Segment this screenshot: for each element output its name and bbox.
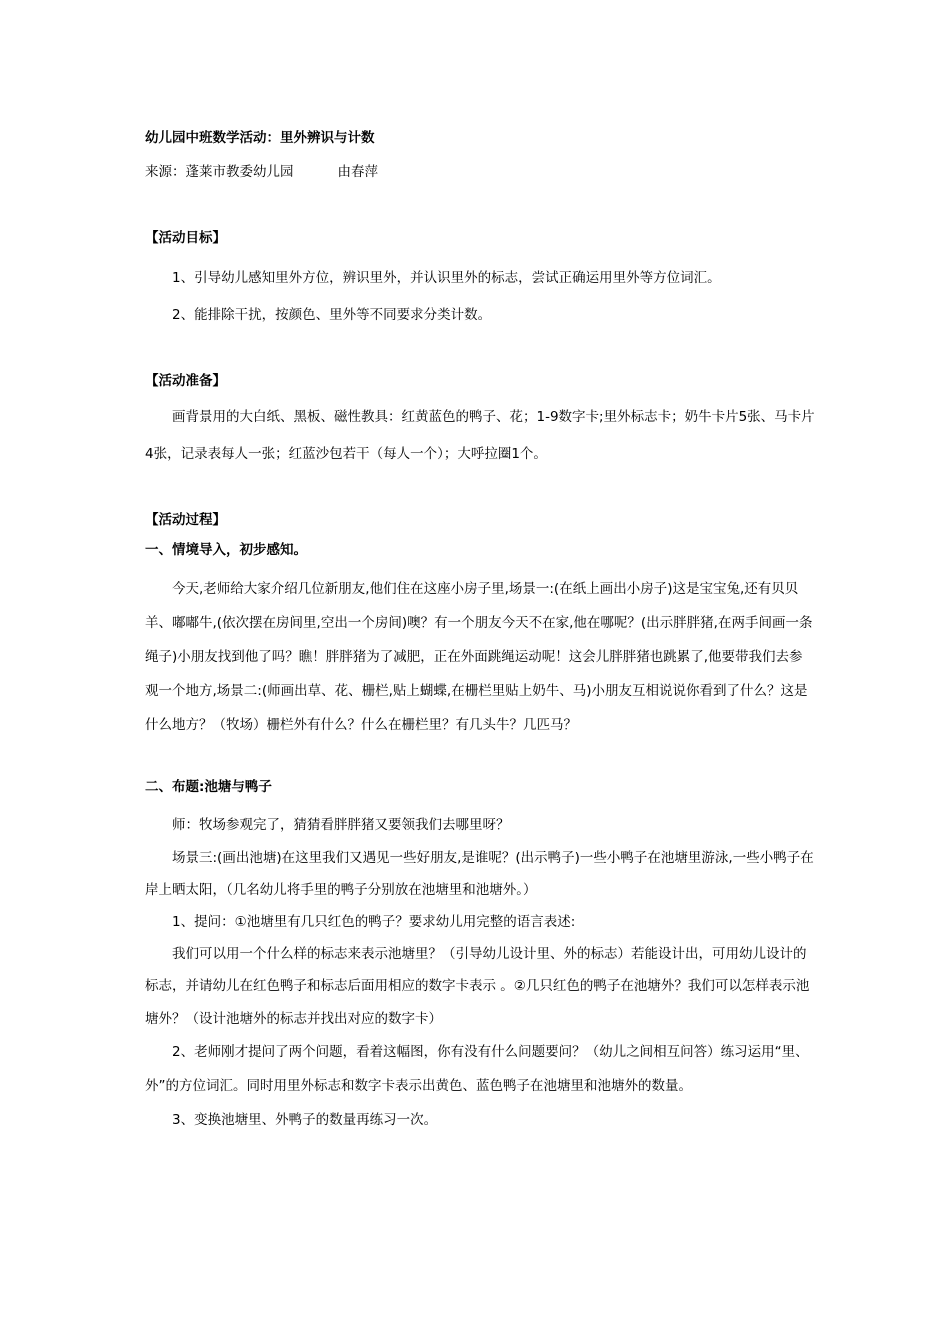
section1-text: 今天,老师给大家介绍几位新朋友,他们住在这座小房子里,场景一:(在纸上画出小房子)这是宝宝兔,还有贝贝羊、嘟嘟牛,(依次摆在房间里,空出一个房间)噢？有一个朋友今天不在家,他在哪呢？(出示胖胖猪,在两手间画一条绳子)小朋友找到他了吗？瞧！胖胖猪为了减肥，正在外面跳绳运动呢！这会儿胖胖猪也跳累了,他要带我们去参观一个地方,场景二:(师画出草、花、栅栏,贴上蝴蝶,在栅栏里贴上奶牛、马)小朋友互相说说你看到了什么？这是什么地方？（牧场）栅栏外有什么？什么在栅栏里？有几头牛？几匹马？ — [145, 581, 813, 733]
section2-paragraph: 2、老师刚才提问了两个问题，看着这幅图，你有没有什么问题要问？（幼儿之间相互问答）练习运用“里、外”的方位词汇。同时用里外标志和数字卡表示出黄色、蓝色鸭子在池塘里和池塘外的数量。 — [145, 1044, 809, 1094]
preparation-heading: 【活动准备】 — [145, 373, 226, 389]
section2-paragraph: 师：牧场参观完了，猜猜看胖胖猪又要领我们去哪里呀？ — [172, 817, 510, 833]
goal-item: 1、引导幼儿感知里外方位，辨识里外，并认识里外的标志，尝试正确运用里外等方位词汇。 — [172, 270, 721, 286]
goal-item: 2、能排除干扰，按颜色、里外等不同要求分类计数。 — [172, 306, 492, 323]
source-line — [145, 162, 815, 182]
section2-paragraph: 1、提问：①池塘里有几只红色的鸭子？要求幼儿用完整的语言表述: — [172, 913, 576, 930]
author-name: 由春萍 — [337, 164, 378, 180]
section1-title: 一、情境导入，初步感知。 — [145, 542, 307, 558]
goals-heading: 【活动目标】 — [145, 230, 226, 246]
document-title: 幼儿园中班数学活动：里外辨识与计数 — [145, 130, 375, 146]
section2-paragraph: 3、变换池塘里、外鸭子的数量再练习一次。 — [172, 1112, 438, 1128]
document-body — [145, 128, 815, 1137]
section2-title: 二、布题:池塘与鸭子 — [145, 779, 272, 795]
source-label: 来源：蓬莱市教委幼儿园 — [145, 164, 294, 180]
section2-paragraph: 场景三:(画出池塘)在这里我们又遇见一些好朋友,是谁呢？(出示鸭子)一些小鸭子在池塘里游泳,一些小鸭子在岸上晒太阳，（几名幼儿将手里的鸭子分别放在池塘里和池塘外。） — [145, 849, 814, 898]
preparation-text: 画背景用的大白纸、黑板、磁性教具：红黄蓝色的鸭子、花；1-9数字卡;里外标志卡；奶牛卡片5张、马卡片4张，记录表每人一张；红蓝沙包若干（每人一个）；大呼拉圈1个。 — [145, 409, 815, 462]
section2-paragraph: 我们可以用一个什么样的标志来表示池塘里？（引导幼儿设计里、外的标志）若能设计出，可用幼儿设计的标志，并请幼儿在红色鸭子和标志后面用相应的数字卡表示 。②几只红色的鸭子在池塘外？我们可以怎样表示池塘外？（设计池塘外的标志并找出对应的数字卡） — [145, 945, 810, 1027]
process-heading: 【活动过程】 — [145, 512, 226, 528]
